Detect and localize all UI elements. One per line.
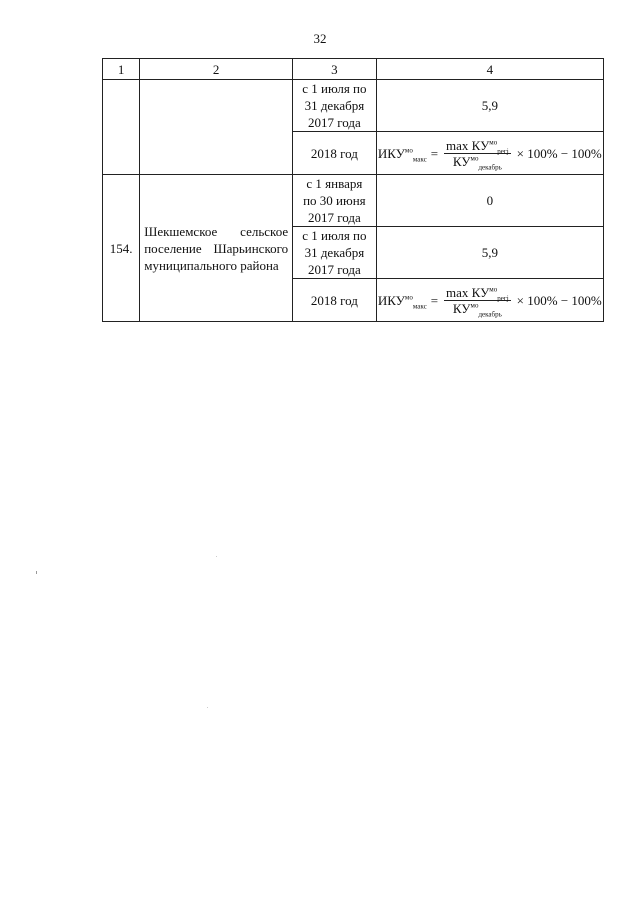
value-cell: 5,9 xyxy=(376,227,603,279)
entry-name-line: поселение Шарьинского xyxy=(144,240,289,256)
formula-numerator: $\max КУ^{мо}_{регj}$ xyxy=(446,137,509,156)
period-cell: 2018 год xyxy=(293,279,377,322)
formula-cell xyxy=(376,279,603,322)
scan-mark xyxy=(36,571,37,574)
period-line: с 1 июля по xyxy=(302,228,367,243)
formula-tail: × 100% − 100% xyxy=(516,292,602,308)
index-formula xyxy=(377,137,602,172)
index-formula xyxy=(377,284,602,319)
period-line: 2017 года xyxy=(307,115,361,130)
formula-fraction xyxy=(444,137,511,172)
entry-number-cell: 154. xyxy=(103,175,140,322)
value-cell: 0 xyxy=(376,175,603,227)
period-line: с 1 января xyxy=(306,176,363,191)
header-cell-3: 3 xyxy=(293,59,377,80)
period-line: 2017 года xyxy=(307,210,361,225)
period-line: 31 декабря xyxy=(304,98,365,113)
period-line: 31 декабря xyxy=(304,245,365,260)
name-cell-empty xyxy=(140,80,293,175)
period-cell xyxy=(293,175,377,227)
tariff-index-table xyxy=(102,58,604,322)
formula-denominator: $КУ^{мо}_{декабрь}$ xyxy=(452,153,502,172)
formula-cell xyxy=(376,132,603,175)
formula-tail: × 100% − 100% xyxy=(516,145,602,161)
header-cell-1: 1 xyxy=(103,59,140,80)
page-number: 32 xyxy=(313,31,327,46)
entry-name-line: муниципального района xyxy=(144,257,279,273)
table-header-row xyxy=(103,59,604,80)
scan-mark xyxy=(216,556,217,557)
period-cell xyxy=(293,80,377,132)
table-row xyxy=(103,175,604,227)
formula-eq: = xyxy=(430,145,439,161)
entry-name-cell xyxy=(140,175,293,322)
table-row xyxy=(103,80,604,132)
period-line: 2017 года xyxy=(307,262,361,277)
formula-lhs: $ИКУ^{мо}_{макс}$ xyxy=(377,145,427,164)
value-cell: 5,9 xyxy=(376,80,603,132)
entry-name-line: Шекшемское сельское xyxy=(144,223,289,239)
scan-mark xyxy=(207,707,208,708)
formula-lhs: $ИКУ^{мо}_{макс}$ xyxy=(377,292,427,311)
period-line: по 30 июня xyxy=(303,193,366,208)
number-cell-empty xyxy=(103,80,140,175)
formula-fraction xyxy=(444,284,511,319)
header-cell-4: 4 xyxy=(376,59,603,80)
period-line: с 1 июля по xyxy=(302,81,367,96)
header-cell-2: 2 xyxy=(140,59,293,80)
period-cell: 2018 год xyxy=(293,132,377,175)
formula-denominator: $КУ^{мо}_{декабрь}$ xyxy=(452,300,502,319)
formula-numerator: $\max КУ^{мо}_{регj}$ xyxy=(446,284,509,303)
period-cell xyxy=(293,227,377,279)
formula-eq: = xyxy=(430,292,439,308)
